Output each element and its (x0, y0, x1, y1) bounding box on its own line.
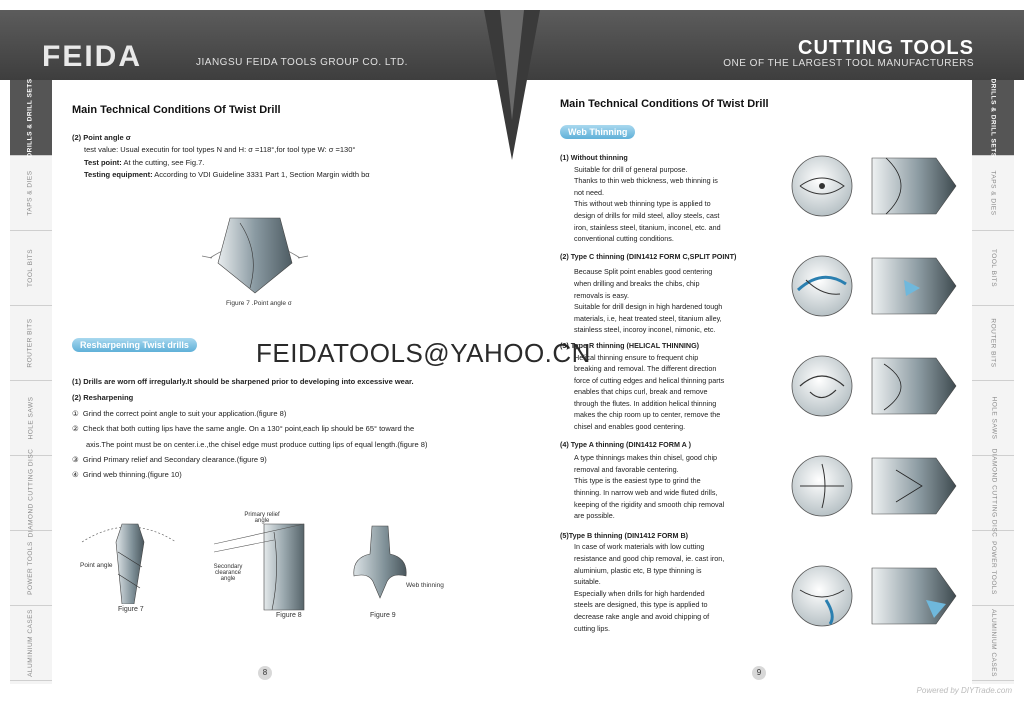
resharpening-pill: Resharpening Twist drills (72, 338, 197, 352)
figure9-drill (350, 524, 410, 600)
figure7-drill (74, 512, 184, 604)
s5-line: resistance and good chip removal, ie. cast iron, (574, 554, 725, 563)
s5-line: steels are designed, this type is applied to (574, 600, 708, 610)
s1-line: iron, stainless steel, titanium, inconel, etc. and (574, 222, 721, 232)
step-1: ① Grind the correct point angle to suit your application.(figure 8) (72, 408, 287, 418)
step-3: ③ Grind Primary relief and Secondary clearance.(figure 9) (72, 455, 267, 465)
tab-diamond-left[interactable]: DIAMOND CUTTING DISC (10, 455, 52, 531)
s4-line: keeping of the rigidity and smooth chip removal (574, 499, 725, 509)
step-4: ④ Grind web thinning.(figure 10) (72, 470, 182, 480)
s4-line: are possible. (574, 511, 615, 521)
page-number-right: 9 (752, 666, 766, 680)
s1-line: This without web thinning type is applied to (574, 199, 711, 209)
s3-line: breaking and removal. The different direction (574, 364, 717, 374)
s4-line: A type thinnings makes thin chisel, good chip (574, 453, 718, 463)
tab-taps-right[interactable]: TAPS & DIES (972, 155, 1014, 231)
s2-line: stainless steel, incoroy inconel, nimonic, etc. (574, 325, 716, 335)
tab-router-right[interactable]: ROUTER BITS (972, 305, 1014, 381)
tab-toolbits-left[interactable]: TOOL BITS (10, 230, 52, 306)
tab-drills-right[interactable]: DRILLS & DRILL SETS (972, 80, 1014, 156)
tab-diamond-right[interactable]: DIAMOND CUTTING DISC (972, 455, 1014, 531)
figure8-secondary-label: Secondary clearance angle (213, 564, 243, 582)
s3-line: force of cutting edges and helical thinning parts (574, 375, 725, 385)
s2-line: Because Split point enables good centering (574, 267, 713, 277)
s1-line: Thanks to thin web thickness, web thinning is (574, 176, 718, 186)
drill-section-5 (792, 566, 956, 626)
company-name: JIANGSU FEIDA TOOLS GROUP CO. LTD. (196, 57, 408, 68)
figure8-drill (214, 512, 324, 612)
s5-line: In case of work materials with low cutting (574, 542, 705, 552)
worn-line: (1) Drills are worn off irregularly.It should be sharpened prior to developing into excessive wear. (72, 377, 414, 386)
section4-heading: (4) Type A thinning (DIN1412 FORM A ) (560, 439, 691, 449)
s3-line: chisel and enables good centering. (574, 422, 686, 432)
web-thinning-figures (786, 150, 962, 660)
s5-line: decrease rake angle and avoid chipping of (574, 611, 710, 621)
tab-router-left[interactable]: ROUTER BITS (10, 305, 52, 381)
s3-line: enables that chips curl, break and remove (574, 387, 708, 397)
section3-heading: (3) Type R thinning (HELICAL THINNING) (560, 340, 700, 350)
overlay-email: FEIDATOOLS@YAHOO.CN (256, 338, 591, 368)
section1-heading: (1) Without thinning (560, 153, 628, 162)
spine-fold (470, 0, 554, 170)
figure7-label: Figure 7 (118, 606, 144, 613)
s1-line: not need. (574, 187, 604, 197)
s4-line: removal and favorable centering. (574, 464, 679, 474)
s2-line: materials, i.e, heat treated steel, titanium alley, (574, 313, 722, 323)
s2-line: when drilling and breaks the chibs, chip (574, 278, 700, 288)
tab-power-left[interactable]: POWER TOOLS (10, 530, 52, 606)
step-2: ② Check that both cutting lips have the same angle. On a 130° point,each lip should be 65° toward the (72, 424, 415, 434)
figure8-label: Figure 8 (276, 612, 302, 619)
point-angle-drill-figure (200, 208, 310, 298)
figure8-primary-label: Primary relief angle (244, 512, 280, 524)
s2-line: removals is easy. (574, 290, 629, 300)
s3-line: makes the chip room up to center, remove the (574, 410, 721, 420)
resharpening-block (72, 376, 472, 482)
point-angle-block (72, 132, 472, 182)
s1-line: design of drills for mild steel, alloy steels, cast (574, 210, 720, 220)
category-tabs-left (10, 77, 52, 684)
tab-aluminium-left[interactable]: ALUMINIUM CASES (10, 605, 52, 681)
drill-section-4 (792, 456, 956, 516)
drill-section-2 (792, 256, 956, 316)
right-page-title: Main Technical Conditions Of Twist Drill (560, 98, 769, 110)
tab-aluminium-right[interactable]: ALUMINIUM CASES (972, 605, 1014, 681)
tab-holesaws-left[interactable]: HOLE SAWS (10, 380, 52, 456)
s4-line: thinning. In narrow web and wide fluted drills, (574, 488, 718, 498)
tab-holesaws-right[interactable]: HOLE SAWS (972, 380, 1014, 456)
s5-line: suitable. (574, 577, 601, 587)
powered-by-watermark: Powered by DIYTrade.com (916, 686, 1012, 695)
s5-line: Especially when drills for high hardended (574, 588, 705, 598)
web-thinning-sections (560, 152, 770, 634)
web-thinning-pill: Web Thinning (560, 125, 635, 139)
section2-heading: (2) Type C thinning (DIN1412 FORM C,SPLIT POINT) (560, 251, 737, 261)
test-value-line: test value: Usual executin for tool types N and H: σ =118°,for tool type W: σ =130° (84, 145, 356, 155)
drill-section-1 (792, 156, 956, 216)
s1-line: conventional cutting conditions. (574, 234, 674, 244)
drill-section-3 (792, 356, 956, 416)
test-point-line: Test point: At the cutting, see Fig.7. (84, 157, 205, 167)
s3-line: Helical thinning ensure to frequent chip (574, 352, 699, 362)
s2-line: Suitable for drill design in high hardened tough (574, 302, 723, 312)
tab-toolbits-right[interactable]: TOOL BITS (972, 230, 1014, 306)
s3-line: through the flutes. In addition helical thinning (574, 398, 717, 408)
s1-line: Suitable for drill of general purpose. (574, 164, 688, 174)
category-tabs-right (972, 77, 1014, 684)
feida-logo: FEIDA (42, 40, 142, 73)
left-page-title: Main Technical Conditions Of Twist Drill (72, 104, 281, 116)
page-number-left: 8 (258, 666, 272, 680)
equipment-line: Testing equipment: According to VDI Guideline 3331 Part 1, Section Margin width bα (84, 170, 370, 180)
section5-heading: (5)Type B thinning (DIN1412 FORM B) (560, 530, 689, 540)
step-2-cont: axis.The point must be on center.i.e.,the chisel edge must produce cutting lips of equal length.(figure 8) (86, 439, 428, 449)
figure7-top-caption: Figure 7 .Point angle σ (226, 300, 292, 307)
resharpening-heading: (2) Resharpening (72, 393, 134, 403)
tab-taps-left[interactable]: TAPS & DIES (10, 155, 52, 231)
point-angle-heading: (2) Point angle σ (72, 133, 131, 142)
s5-line: aluminium, plastic etc, B type thinning is (574, 565, 702, 575)
figure7-point-angle-label: Point angle (80, 562, 113, 569)
s5-line: cutting lips. (574, 623, 610, 633)
cutting-tools-title: CUTTING TOOLS (798, 37, 974, 59)
s4-line: This type is the easiest type to grind the (574, 476, 701, 486)
figure9-web-label: Web thinning (406, 582, 444, 589)
tab-power-right[interactable]: POWER TOOLS (972, 530, 1014, 606)
tab-drills-left[interactable]: DRILLS & DRILL SETS (10, 80, 52, 156)
cutting-tools-subtitle: ONE OF THE LARGEST TOOL MANUFACTURERS (723, 58, 974, 69)
figure9-label: Figure 9 (370, 612, 396, 619)
